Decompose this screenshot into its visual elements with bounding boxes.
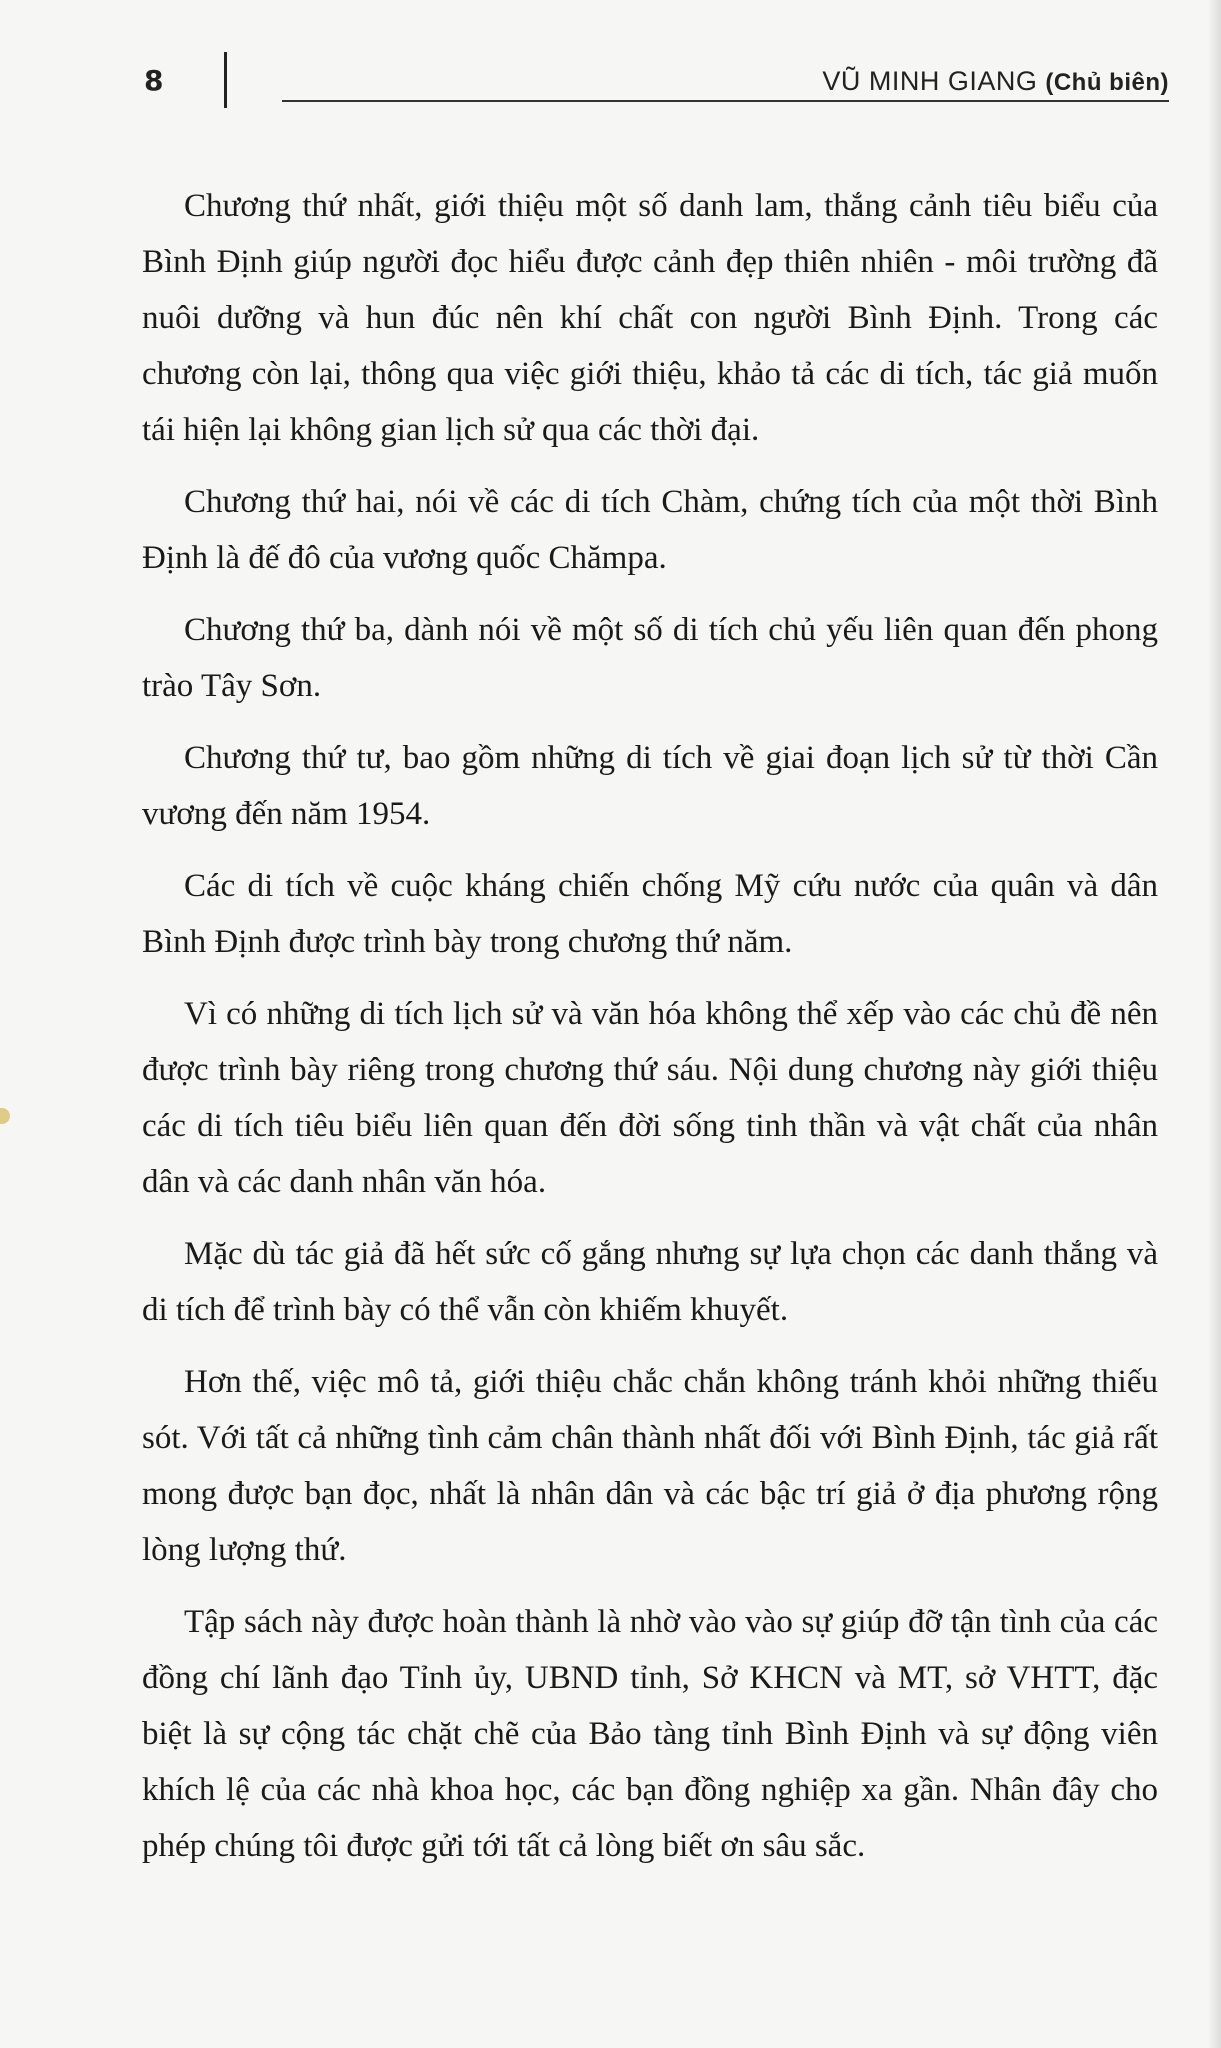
paragraph-chapter-3: Chương thứ ba, dành nói về một số di tích chủ yếu liên quan đến phong trào Tây Sơn. <box>142 612 1158 704</box>
page-number: 8 <box>144 64 164 97</box>
paragraph-chapter-5: Các di tích về cuộc kháng chiến chống Mỹ cứu nước của quân và dân Bình Định được trình bày trong chương thứ năm. <box>142 868 1158 960</box>
body-text <box>142 178 1158 1890</box>
page-edge-mark <box>0 1108 10 1124</box>
header-divider-bar <box>224 52 227 108</box>
header-author: VŨ MINH GIANG <box>822 66 1038 96</box>
running-header <box>822 66 1169 97</box>
header-role: (Chủ biên) <box>1045 69 1169 96</box>
paragraph-chapter-4: Chương thứ tư, bao gồm những di tích về giai đoạn lịch sử từ thời Cần vương đến năm 1954. <box>142 740 1158 832</box>
paragraph-apology: Hơn thế, việc mô tả, giới thiệu chắc chắn không tránh khỏi những thiếu sót. Với tất cả những tình cảm chân thành nhất đối với Bình Định, tác giả rất mong được bạn đọc, nhất là nhân dân và các bậc trí giả ở địa phương rộng lòng lượng thứ. <box>142 1364 1158 1568</box>
paragraph-limitations: Mặc dù tác giả đã hết sức cố gắng nhưng sự lựa chọn các danh thắng và di tích để trình bày có thể vẫn còn khiếm khuyết. <box>142 1236 1158 1328</box>
paragraph-chapter-1: Chương thứ nhất, giới thiệu một số danh lam, thắng cảnh tiêu biểu của Bình Định giúp người đọc hiểu được cảnh đẹp thiên nhiên - môi trường đã nuôi dưỡng và hun đúc nên khí chất con người Bình Định. Trong các chương còn lại, thông qua việc giới thiệu, khảo tả các di tích, tác giả muốn tái hiện lại không gian lịch sử qua các thời đại. <box>142 188 1158 448</box>
paragraph-chapter-2: Chương thứ hai, nói về các di tích Chàm, chứng tích của một thời Bình Định là đế đô của vương quốc Chămpa. <box>142 484 1158 576</box>
header-rule <box>282 100 1169 102</box>
paragraph-acknowledgements: Tập sách này được hoàn thành là nhờ vào vào sự giúp đỡ tận tình của các đồng chí lãnh đạo Tỉnh ủy, UBND tỉnh, Sở KHCN và MT, sở VHTT, đặc biệt là sự cộng tác chặt chẽ của Bảo tàng tỉnh Bình Định và sự động viên khích lệ của các nhà khoa học, các bạn đồng nghiệp xa gần. Nhân đây cho phép chúng tôi được gửi tới tất cả lòng biết ơn sâu sắc. <box>142 1604 1158 1864</box>
page-edge-shadow <box>1207 0 1221 2048</box>
paragraph-chapter-6: Vì có những di tích lịch sử và văn hóa không thể xếp vào các chủ đề nên được trình bày riêng trong chương thứ sáu. Nội dung chương này giới thiệu các di tích tiêu biểu liên quan đến đời sống tinh thần và vật chất của nhân dân và các danh nhân văn hóa. <box>142 996 1158 1200</box>
